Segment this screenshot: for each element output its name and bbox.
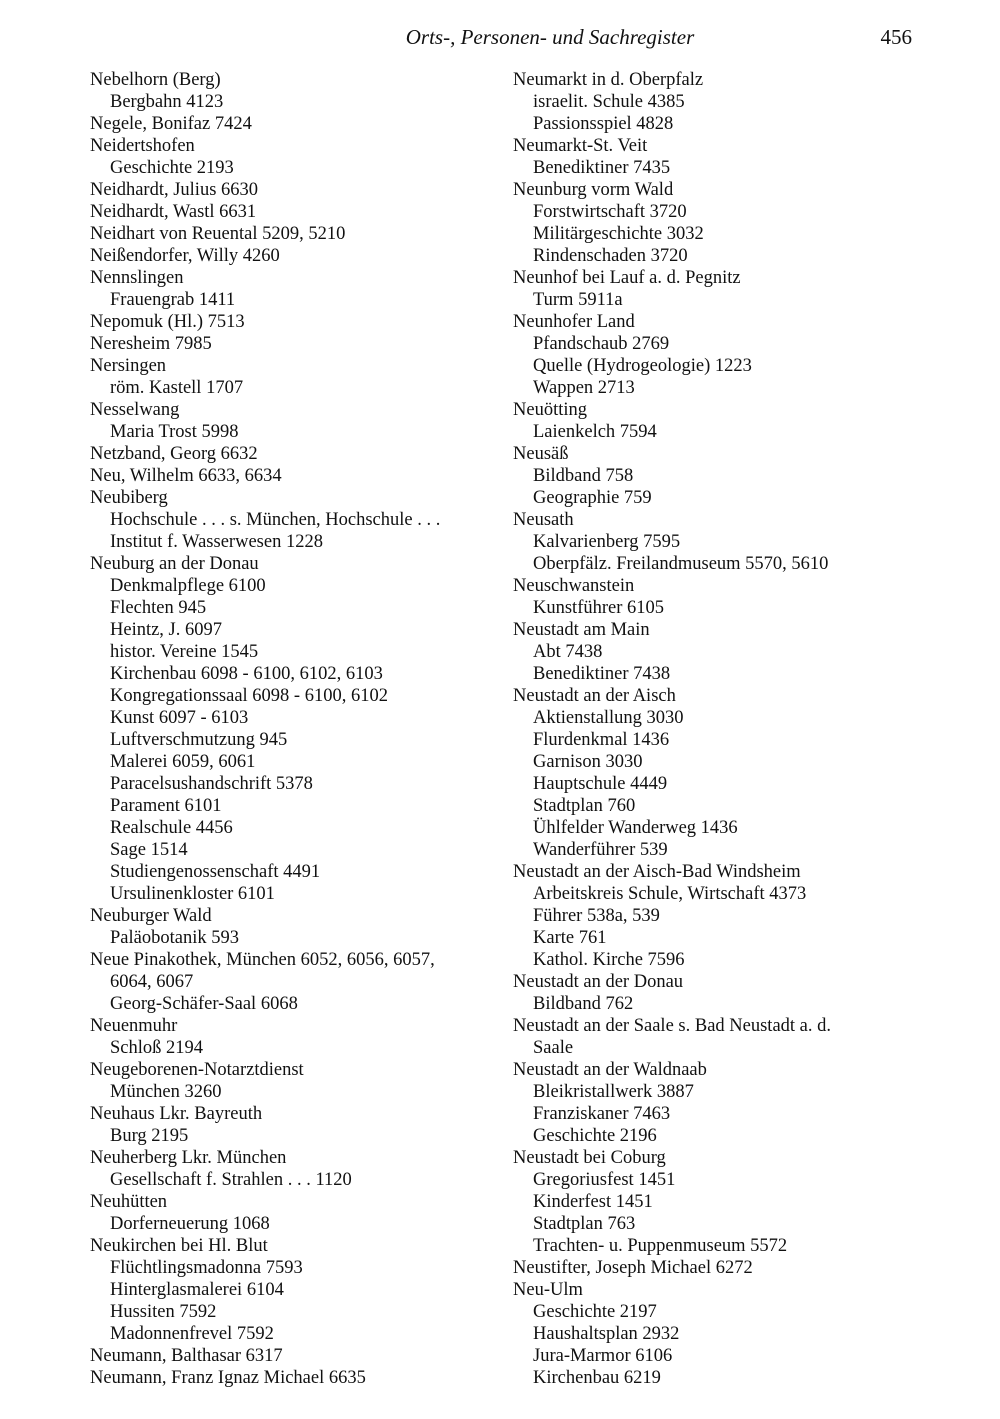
index-entry: Neustadt an der Saale s. Bad Neustadt a. d. bbox=[513, 1016, 832, 1036]
index-subentry: Ühlfelder Wanderweg 1436 bbox=[533, 818, 738, 838]
index-subentry: Luftverschmutzung 945 bbox=[110, 730, 288, 750]
index-subentry: Institut f. Wasserwesen 1228 bbox=[110, 532, 323, 552]
index-subentry: Bergbahn 4123 bbox=[110, 92, 224, 112]
index-subentry: Kinderfest 1451 bbox=[533, 1192, 653, 1212]
index-subentry: Forstwirtschaft 3720 bbox=[533, 202, 687, 222]
index-subentry: Parament 6101 bbox=[110, 796, 222, 816]
index-entry: Neu-Ulm bbox=[513, 1280, 583, 1300]
index-entry: Neustadt an der Waldnaab bbox=[513, 1060, 707, 1080]
index-subentry: Bleikristallwerk 3887 bbox=[533, 1082, 694, 1102]
index-subentry: Heintz, J. 6097 bbox=[110, 620, 223, 640]
index-entry: Neumann, Franz Ignaz Michael 6635 bbox=[90, 1368, 366, 1388]
index-subentry: Wanderführer 539 bbox=[533, 840, 668, 860]
index-entry: Neuschwanstein bbox=[513, 576, 635, 596]
index-subentry: Aktienstallung 3030 bbox=[533, 708, 684, 728]
index-subentry: Paläobotanik 593 bbox=[110, 928, 239, 948]
index-subentry: Hochschule . . . s. München, Hochschule . . . bbox=[110, 510, 441, 530]
index-entry: Neukirchen bei Hl. Blut bbox=[90, 1236, 268, 1256]
index-subentry: Gregoriusfest 1451 bbox=[533, 1170, 676, 1190]
index-entry: Neugeborenen-Notarztdienst bbox=[90, 1060, 304, 1080]
index-entry: Neunhof bei Lauf a. d. Pegnitz bbox=[513, 268, 741, 288]
index-subentry: Burg 2195 bbox=[110, 1126, 189, 1146]
index-entry: Neuhaus Lkr. Bayreuth bbox=[90, 1104, 263, 1124]
index-entry: Neustifter, Joseph Michael 6272 bbox=[513, 1258, 753, 1278]
index-subentry: israelit. Schule 4385 bbox=[533, 92, 685, 112]
index-entry: Neidhart von Reuental 5209, 5210 bbox=[90, 224, 346, 244]
index-entry: Neumann, Balthasar 6317 bbox=[90, 1346, 283, 1366]
index-entry: Neustadt an der Aisch bbox=[513, 686, 676, 706]
index-entry: Neumarkt-St. Veit bbox=[513, 136, 648, 156]
index-subentry: Ursulinenkloster 6101 bbox=[110, 884, 275, 904]
index-subentry: Kalvarienberg 7595 bbox=[533, 532, 681, 552]
running-title: Orts-, Personen- und Sachregister bbox=[405, 25, 695, 49]
index-subentry: Militärgeschichte 3032 bbox=[533, 224, 704, 244]
index-subentry: Geschichte 2196 bbox=[533, 1126, 657, 1146]
index-entry: Neusäß bbox=[513, 444, 569, 464]
index-subentry: Pfandschaub 2769 bbox=[533, 334, 670, 354]
index-subentry: Arbeitskreis Schule, Wirtschaft 4373 bbox=[533, 884, 807, 904]
index-subentry: Turm 5911a bbox=[533, 290, 623, 310]
index-subentry: Hauptschule 4449 bbox=[533, 774, 668, 794]
index-subentry: Jura-Marmor 6106 bbox=[533, 1346, 673, 1366]
index-subentry: Passionsspiel 4828 bbox=[533, 114, 674, 134]
index-column-right bbox=[513, 69, 923, 1389]
index-entry: Neuenmuhr bbox=[90, 1016, 178, 1036]
index-subentry: histor. Vereine 1545 bbox=[110, 642, 259, 662]
index-subentry: Studiengenossenschaft 4491 bbox=[110, 862, 321, 882]
index-entry: Neue Pinakothek, München 6052, 6056, 6057, bbox=[90, 950, 435, 970]
index-subentry: München 3260 bbox=[110, 1082, 222, 1102]
index-entry: Nepomuk (Hl.) 7513 bbox=[90, 312, 245, 332]
index-entry: Negele, Bonifaz 7424 bbox=[90, 114, 252, 134]
index-subentry: Bildband 762 bbox=[533, 994, 634, 1014]
index-subentry: Franziskaner 7463 bbox=[533, 1104, 671, 1124]
index-subentry: Abt 7438 bbox=[533, 642, 603, 662]
index-entry: Neunburg vorm Wald bbox=[513, 180, 674, 200]
index-subentry: Realschule 4456 bbox=[110, 818, 233, 838]
index-entry: Neunhofer Land bbox=[513, 312, 635, 332]
index-entry: Neumarkt in d. Oberpfalz bbox=[513, 70, 704, 90]
index-subentry: Kongregationssaal 6098 - 6100, 6102 bbox=[110, 686, 388, 706]
index-subentry: Führer 538a, 539 bbox=[533, 906, 660, 926]
index-entry: Neuburger Wald bbox=[90, 906, 212, 926]
index-entry: Neu, Wilhelm 6633, 6634 bbox=[90, 466, 282, 486]
index-subentry: Kunstführer 6105 bbox=[533, 598, 665, 618]
index-subentry: Flechten 945 bbox=[110, 598, 207, 618]
index-entry: Neuötting bbox=[513, 400, 587, 420]
index-subentry: Geschichte 2193 bbox=[110, 158, 234, 178]
index-subentry: Benediktiner 7438 bbox=[533, 664, 671, 684]
index-subentry: 6064, 6067 bbox=[110, 972, 194, 992]
index-entry: Neustadt an der Aisch-Bad Windsheim bbox=[513, 862, 801, 882]
index-subentry: Rindenschaden 3720 bbox=[533, 246, 688, 266]
index-subentry: Frauengrab 1411 bbox=[110, 290, 236, 310]
index-subentry: Hussiten 7592 bbox=[110, 1302, 217, 1322]
index-entry: Neißendorfer, Willy 4260 bbox=[90, 246, 280, 266]
index-subentry: Trachten- u. Puppenmuseum 5572 bbox=[533, 1236, 788, 1256]
page-header bbox=[90, 22, 912, 52]
index-entry: Neustadt am Main bbox=[513, 620, 650, 640]
index-entry: Neuburg an der Donau bbox=[90, 554, 259, 574]
index-subentry: Geographie 759 bbox=[533, 488, 652, 508]
index-entry: Neresheim 7985 bbox=[90, 334, 212, 354]
index-subentry: Karte 761 bbox=[533, 928, 607, 948]
index-subentry: Saale bbox=[533, 1038, 574, 1058]
index-subentry: Paracelsushandschrift 5378 bbox=[110, 774, 313, 794]
index-subentry: Kunst 6097 - 6103 bbox=[110, 708, 249, 728]
index-subentry: Quelle (Hydrogeologie) 1223 bbox=[533, 356, 752, 376]
index-subentry: Flüchtlingsmadonna 7593 bbox=[110, 1258, 303, 1278]
index-subentry: Malerei 6059, 6061 bbox=[110, 752, 256, 772]
index-column-left bbox=[90, 69, 500, 1389]
index-subentry: Laienkelch 7594 bbox=[533, 422, 657, 442]
index-subentry: Georg-Schäfer-Saal 6068 bbox=[110, 994, 298, 1014]
index-entry: Neubiberg bbox=[90, 488, 168, 508]
index-entry: Nebelhorn (Berg) bbox=[90, 70, 221, 90]
index-entry: Neidertshofen bbox=[90, 136, 195, 156]
index-subentry: Gesellschaft f. Strahlen . . . 1120 bbox=[110, 1170, 352, 1190]
index-subentry: Kirchenbau 6219 bbox=[533, 1368, 661, 1388]
index-subentry: Maria Trost 5998 bbox=[110, 422, 239, 442]
index-subentry: Stadtplan 760 bbox=[533, 796, 636, 816]
index-entry: Neusath bbox=[513, 510, 574, 530]
index-entry: Neustadt bei Coburg bbox=[513, 1148, 666, 1168]
index-subentry: Wappen 2713 bbox=[533, 378, 635, 398]
index-entry: Neidhardt, Wastl 6631 bbox=[90, 202, 257, 222]
index-subentry: Flurdenkmal 1436 bbox=[533, 730, 670, 750]
page-number: 456 bbox=[880, 25, 912, 49]
index-entry: Nersingen bbox=[90, 356, 167, 376]
index-entry: Neuherberg Lkr. München bbox=[90, 1148, 287, 1168]
index-entry: Neustadt an der Donau bbox=[513, 972, 684, 992]
index-subentry: Garnison 3030 bbox=[533, 752, 643, 772]
index-entry: Neidhardt, Julius 6630 bbox=[90, 180, 259, 200]
index-subentry: röm. Kastell 1707 bbox=[110, 378, 244, 398]
index-entry: Nesselwang bbox=[90, 400, 180, 420]
index-subentry: Haushaltsplan 2932 bbox=[533, 1324, 680, 1344]
index-subentry: Schloß 2194 bbox=[110, 1038, 204, 1058]
index-subentry: Hinterglasmalerei 6104 bbox=[110, 1280, 284, 1300]
index-entry: Neuhütten bbox=[90, 1192, 168, 1212]
index-subentry: Dorferneuerung 1068 bbox=[110, 1214, 270, 1234]
index-subentry: Madonnenfrevel 7592 bbox=[110, 1324, 274, 1344]
index-subentry: Sage 1514 bbox=[110, 840, 188, 860]
index-subentry: Kirchenbau 6098 - 6100, 6102, 6103 bbox=[110, 664, 383, 684]
index-entry: Nennslingen bbox=[90, 268, 184, 288]
index-entry: Netzband, Georg 6632 bbox=[90, 444, 258, 464]
index-subentry: Stadtplan 763 bbox=[533, 1214, 636, 1234]
index-subentry: Benediktiner 7435 bbox=[533, 158, 671, 178]
index-subentry: Geschichte 2197 bbox=[533, 1302, 657, 1322]
index-subentry: Kathol. Kirche 7596 bbox=[533, 950, 685, 970]
index-subentry: Bildband 758 bbox=[533, 466, 634, 486]
index-subentry: Denkmalpflege 6100 bbox=[110, 576, 266, 596]
index-subentry: Oberpfälz. Freilandmuseum 5570, 5610 bbox=[533, 554, 829, 574]
